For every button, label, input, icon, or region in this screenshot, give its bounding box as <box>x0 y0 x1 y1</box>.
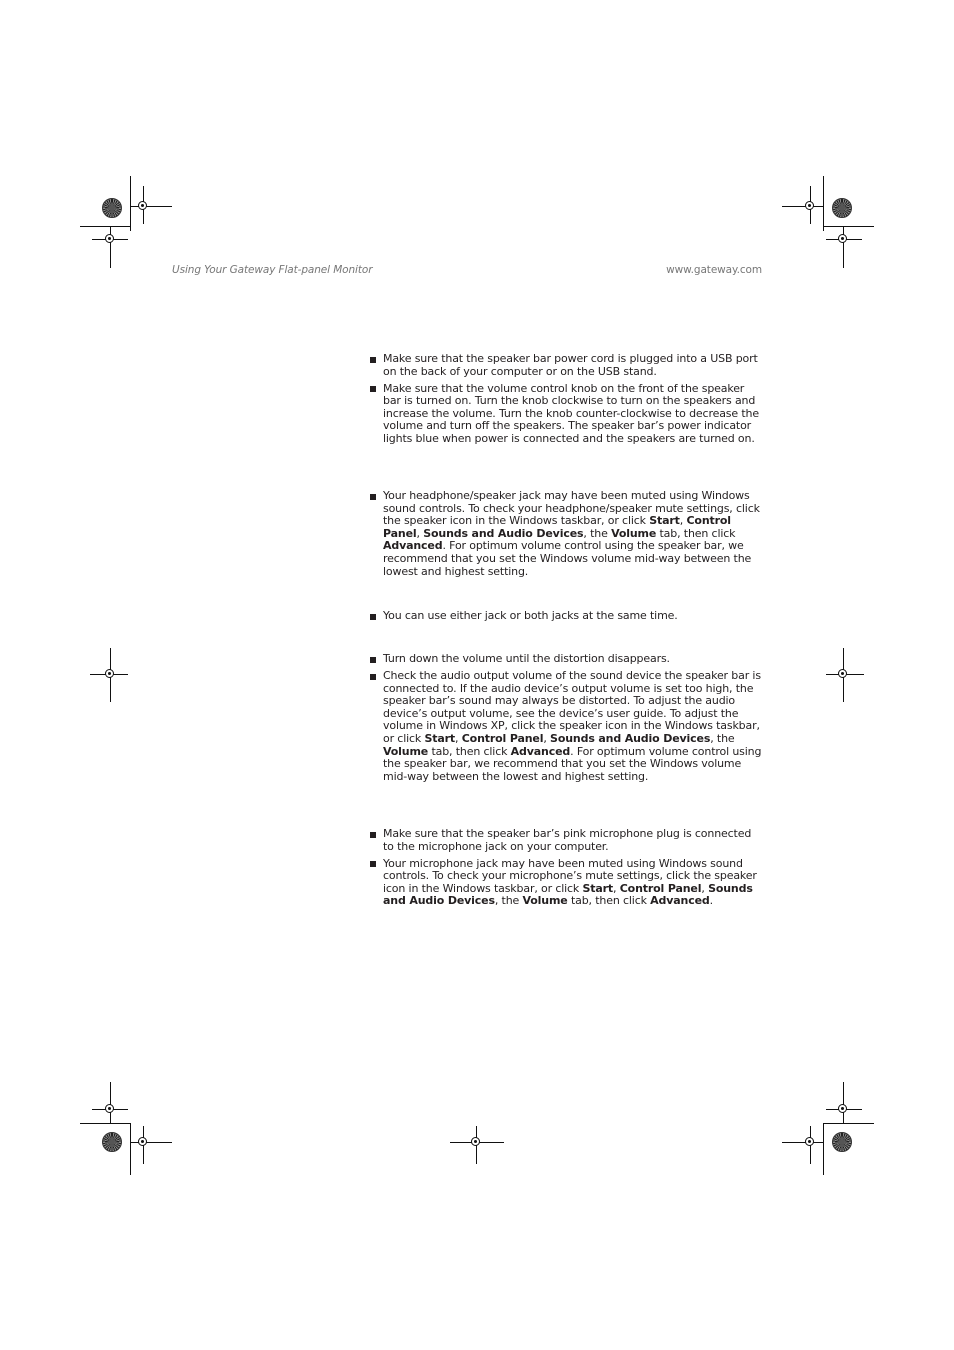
bold-term: Advanced <box>650 894 710 908</box>
crop-line <box>843 1082 844 1124</box>
bold-term: Sounds and Audio Devices <box>550 732 711 746</box>
bullet-text: . For optimum volume control using the speaker bar, we recommend that you set the Windows volume mid-way between the lowest and highest setting. <box>383 539 752 578</box>
crosshair-target-icon <box>105 669 114 678</box>
bullet-text: tab, then click <box>428 744 511 758</box>
crosshair-target-icon <box>838 669 847 678</box>
bullet-text: Your headphone/speaker jack may have been muted using Windows sound controls. To check your headphone/speaker mute settings, click the speaker icon in the Windows taskbar, or click <box>383 489 760 528</box>
crop-line <box>824 1123 874 1124</box>
bullet-text: Check the audio output volume of the sound device the speaker bar is connected to. If the audio device’s output volume is set too high, the speaker bar’s sound may always be distorted. To adjust the audio device’s output volume, see the device’s user guide. To adjust the volume in Windows XP, click the speaker icon in the Windows taskbar, or click <box>383 669 761 746</box>
running-header-title: Using Your Gateway Flat-panel Monitor <box>172 264 373 276</box>
crop-line <box>824 226 874 227</box>
bullet-square-icon <box>370 494 376 500</box>
bold-term: Start <box>424 732 456 746</box>
bold-term: Control Panel <box>383 514 731 540</box>
bullet-text: tab, then click <box>567 894 651 908</box>
bullet-text: , <box>613 881 620 895</box>
crosshair-target-icon <box>838 234 847 243</box>
bullet-text: tab, then click <box>656 526 736 540</box>
bold-term: Volume <box>383 744 429 758</box>
bullet-item <box>370 670 762 783</box>
crop-line <box>80 226 130 227</box>
bullet-item <box>370 383 762 446</box>
crop-line <box>782 1142 824 1143</box>
bullet-text: You can use either jack or both jacks at the same time. <box>383 609 678 622</box>
bullet-text: Make sure that the speaker bar power cord is plugged into a USB port on the back of your computer or on the USB stand. <box>383 352 758 378</box>
bullet-text: Make sure that the volume control knob on the front of the speaker bar is turned on. Turn the knob clockwise to turn on the speakers and increase the volume. Turn the knob counter-clockwise to decrease the volume and turn off the speakers. The speaker bar’s power indicator lights blue when power is connected and the speakers are turned on. <box>383 381 759 446</box>
bullet-square-icon <box>370 832 376 838</box>
bullet-text: . For optimum volume control using the speaker bar, we recommend that you set the Windows volume mid-way between the lowest and highest setting. <box>383 744 762 783</box>
bullet-text: , the <box>710 732 735 746</box>
bold-term: Advanced <box>510 744 571 758</box>
bullet-square-icon <box>370 357 376 363</box>
crosshair-target-icon <box>471 1137 480 1146</box>
crop-line <box>782 206 824 207</box>
registration-disc-icon <box>832 198 852 218</box>
crop-line <box>130 1142 172 1143</box>
bold-term: Start <box>582 881 614 895</box>
bullet-item <box>370 490 762 578</box>
crosshair-target-icon <box>105 234 114 243</box>
troubleshoot-section-distortion <box>370 653 762 783</box>
bullet-square-icon <box>370 614 376 620</box>
crosshair-target-icon <box>805 1137 814 1146</box>
registration-disc-icon <box>102 1132 122 1152</box>
crop-line <box>130 206 172 207</box>
bullet-item <box>370 828 762 853</box>
bold-term: Advanced <box>383 539 443 553</box>
registration-disc-icon <box>102 198 122 218</box>
bullet-text: , <box>701 881 709 895</box>
registration-disc-icon <box>832 1132 852 1152</box>
bold-term: Control Panel <box>461 732 544 746</box>
running-header-url: www.gateway.com <box>666 264 762 276</box>
bullet-text: Turn down the volume until the distortion disappears. <box>383 652 670 665</box>
bullet-text: , <box>416 526 424 540</box>
crop-line <box>823 176 824 231</box>
troubleshoot-section-power <box>370 353 762 446</box>
crosshair-target-icon <box>105 1104 114 1113</box>
bullet-text: , the <box>494 894 523 908</box>
crosshair-target-icon <box>838 1104 847 1113</box>
bullet-text: Your microphone jack may have been muted using Windows sound controls. To check your microphone’s mute settings, click the speaker icon in the Windows taskbar, or click <box>383 856 757 895</box>
bullet-text: , the <box>583 526 612 540</box>
bullet-item <box>370 353 762 378</box>
crosshair-target-icon <box>805 201 814 210</box>
bullet-square-icon <box>370 657 376 663</box>
bullet-square-icon <box>370 861 376 867</box>
bold-term: Volume <box>611 526 657 540</box>
bold-term: Volume <box>522 894 568 908</box>
bullet-text: , <box>455 732 462 746</box>
bold-term: Start <box>649 514 680 528</box>
bold-term: Sounds and Audio Devices <box>383 881 753 908</box>
crop-line <box>130 176 131 231</box>
crosshair-target-icon <box>138 1137 147 1146</box>
crop-line <box>110 226 111 268</box>
bullet-text: , <box>679 514 687 528</box>
troubleshoot-section-mute <box>370 490 762 578</box>
crop-line <box>843 226 844 268</box>
crop-line <box>110 1082 111 1124</box>
bullet-square-icon <box>370 386 376 392</box>
bullet-item <box>370 653 762 666</box>
bullet-square-icon <box>370 674 376 680</box>
troubleshoot-section-microphone <box>370 828 762 908</box>
troubleshoot-section-jacks <box>370 610 762 623</box>
crop-line <box>130 1123 131 1175</box>
bullet-text: , <box>543 732 551 746</box>
crop-line <box>823 1123 824 1175</box>
bold-term: Sounds and Audio Devices <box>423 526 584 540</box>
bullet-item <box>370 858 762 908</box>
bold-term: Control Panel <box>619 881 702 895</box>
bullet-item <box>370 610 762 623</box>
bullet-text: . <box>709 894 713 908</box>
crop-line <box>80 1123 130 1124</box>
crosshair-target-icon <box>138 201 147 210</box>
bullet-text: Make sure that the speaker bar’s pink microphone plug is connected to the microphone jack on your computer. <box>383 827 752 853</box>
